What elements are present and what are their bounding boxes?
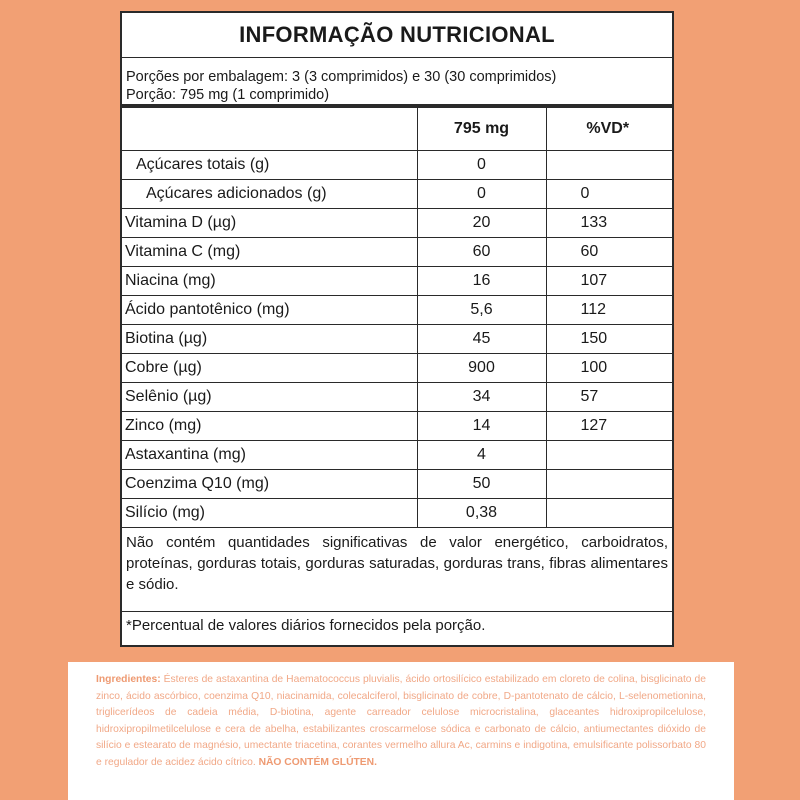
row-amount: 14 [417, 411, 546, 440]
row-amount: 45 [417, 324, 546, 353]
row-dv [546, 150, 672, 179]
row-dv: 60 [546, 237, 672, 266]
table-row [122, 440, 672, 469]
table-row [122, 382, 672, 411]
ingredients-label: Ingredientes: [96, 674, 161, 685]
ingredients-box [68, 662, 734, 800]
row-amount: 50 [417, 469, 546, 498]
row-name: Selênio (µg) [122, 382, 417, 411]
table-row [122, 353, 672, 382]
row-name: Açúcares adicionados (g) [122, 179, 417, 208]
row-name: Açúcares totais (g) [122, 150, 417, 179]
row-amount: 4 [417, 440, 546, 469]
header-amount: 795 mg [417, 108, 546, 150]
portions-per-pack: Porções por embalagem: 3 (3 comprimidos) e 30 (30 comprimidos) [126, 69, 557, 85]
daily-value-note: *Percentual de valores diários fornecidos pela porção. [126, 616, 486, 634]
row-dv [546, 440, 672, 469]
row-dv: 133 [546, 208, 672, 237]
table-row [122, 295, 672, 324]
row-name: Coenzima Q10 (mg) [122, 469, 417, 498]
row-dv: 107 [546, 266, 672, 295]
header-name [122, 108, 417, 150]
row-name: Vitamina D (µg) [122, 208, 417, 237]
ingredients-text: Ésteres de astaxantina de Haematococcus pluvialis, ácido ortosilícico estabilizado em cloreto de colina, bisglicinato de zinco, ácido ascórbico, coenzima Q10, niacinamida, colecalciferol, bisglicinato de cobre, D-pantotenato de cálcio, L-selenometionina, triglicerídeos de cadeia média, D-biotina, agente carreador celulose microcristalina, glaceantes hidroxipropilcelulose, hidroxipropilmetilcelulose e cera de abelha, estabilizantes croscarmelose sódica e carbonato de cálcio, antiumectantes dióxido de silício e estearato de magnésio, umectante triacetina, corantes vermelho allura Ac, carmins e indigotina, emulsificante polissorbato 80 e regulador de acidez ácido cítrico. [96, 674, 706, 768]
row-amount: 20 [417, 208, 546, 237]
table-row [122, 150, 672, 179]
table-row [122, 498, 672, 527]
row-dv: 127 [546, 411, 672, 440]
nutrition-title: INFORMAÇÃO NUTRICIONAL [122, 13, 672, 58]
row-dv: 57 [546, 382, 672, 411]
row-amount: 0 [417, 150, 546, 179]
gluten-free-notice: NÃO CONTÉM GLÚTEN. [258, 756, 377, 768]
header-dv: %VD* [546, 108, 672, 150]
row-name: Ácido pantotênico (mg) [122, 295, 417, 324]
row-amount: 34 [417, 382, 546, 411]
nutrition-facts-panel [120, 11, 674, 647]
table-row [122, 179, 672, 208]
row-amount: 60 [417, 237, 546, 266]
row-amount: 5,6 [417, 295, 546, 324]
portion-info [122, 58, 672, 108]
row-dv: 0 [546, 179, 672, 208]
row-amount: 16 [417, 266, 546, 295]
insignificant-amounts-note: Não contém quantidades significativas de valor energético, carboidratos, proteínas, gorduras totais, gorduras saturadas, gorduras trans, fibras alimentares e sódio. [122, 528, 672, 612]
row-dv: 112 [546, 295, 672, 324]
row-amount: 0,38 [417, 498, 546, 527]
row-name: Zinco (mg) [122, 411, 417, 440]
row-name: Astaxantina (mg) [122, 440, 417, 469]
row-dv [546, 469, 672, 498]
table-row [122, 237, 672, 266]
row-dv [546, 498, 672, 527]
row-name: Silício (mg) [122, 498, 417, 527]
table-row [122, 324, 672, 353]
table-row [122, 469, 672, 498]
row-name: Niacina (mg) [122, 266, 417, 295]
row-name: Cobre (µg) [122, 353, 417, 382]
portion-size: Porção: 795 mg (1 comprimido) [126, 87, 330, 103]
row-name: Vitamina C (mg) [122, 237, 417, 266]
row-amount: 0 [417, 179, 546, 208]
table-row [122, 208, 672, 237]
row-name: Biotina (µg) [122, 324, 417, 353]
table-header-row [122, 108, 672, 150]
table-row [122, 266, 672, 295]
row-dv: 100 [546, 353, 672, 382]
nutrition-table [122, 108, 672, 528]
row-dv: 150 [546, 324, 672, 353]
row-amount: 900 [417, 353, 546, 382]
table-row [122, 411, 672, 440]
